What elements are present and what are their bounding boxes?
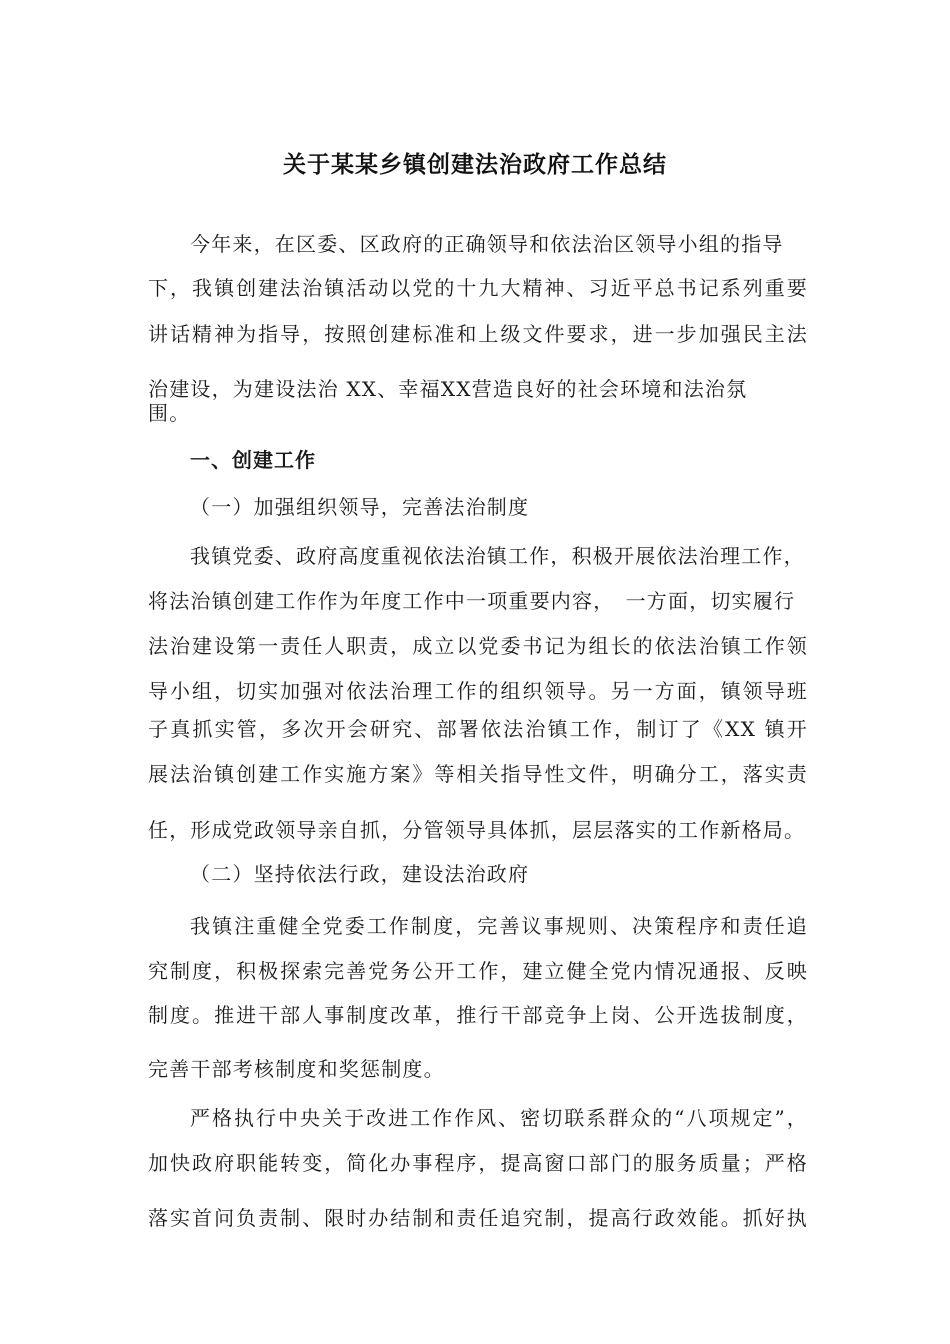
paragraph-line: 加快政府职能转变，简化办事程序，提高窗口部门的服务质量；严格 bbox=[148, 1151, 808, 1175]
paragraph-line: 下，我镇创建法治镇活动以党的十九大精神、习近平总书记系列重要 bbox=[148, 276, 808, 300]
paragraph-line: 讲话精神为指导，按照创建标准和上级文件要求，进一步加强民主法 bbox=[148, 322, 808, 346]
paragraph-line: 围。 bbox=[148, 401, 191, 425]
paragraph-line: 法治建设第一责任人职责，成立以党委书记为组长的依法治镇工作领 bbox=[148, 634, 808, 658]
paragraph-line: 落实首问负责制、限时办结制和责任追究制，提高行政效能。抓好执 bbox=[148, 1206, 808, 1230]
document-title: 关于某某乡镇创建法治政府工作总结 bbox=[283, 152, 667, 178]
paragraph-line: 我镇党委、政府高度重视依法治镇工作，积极开展依法治理工作， bbox=[190, 544, 805, 568]
paragraph-line: 导小组，切实加强对依法治理工作的组织领导。另一方面，镇领导班 bbox=[148, 679, 808, 703]
subsection-heading: （二）坚持依法行政，建设法治政府 bbox=[190, 862, 530, 886]
paragraph-line: 治建设，为建设法治 XX、幸福XX营造良好的社会环境和法治氛 bbox=[148, 377, 748, 401]
paragraph-line: 严格执行中央关于改进工作作风、密切联系群众的“八项规定”， bbox=[190, 1106, 808, 1130]
paragraph-line: 制度。推进干部人事制度改革，推行干部竞争上岗、公开选拔制度， bbox=[148, 1003, 808, 1027]
paragraph-line: 将法治镇创建工作作为年度工作中一项重要内容， 一方面，切实履行 bbox=[148, 589, 796, 613]
paragraph-line: 今年来，在区委、区政府的正确领导和依法治区领导小组的指导 bbox=[190, 232, 784, 256]
paragraph-line: 任，形成党政领导亲自抓，分管领导具体抓，层层落实的工作新格局。 bbox=[148, 818, 806, 842]
paragraph-line: 完善干部考核制度和奖惩制度。 bbox=[148, 1057, 445, 1081]
paragraph-line: 展法治镇创建工作实施方案》等相关指导性文件，明确分工，落实责 bbox=[148, 762, 808, 786]
paragraph-line: 究制度，积极探索完善党务公开工作，建立健全党内情况通报、反映 bbox=[148, 959, 808, 983]
subsection-heading: （一）加强组织领导，完善法治制度 bbox=[190, 495, 530, 519]
section-heading: 一、创建工作 bbox=[190, 448, 316, 472]
paragraph-line: 我镇注重健全党委工作制度，完善议事规则、决策程序和责任追 bbox=[190, 914, 808, 938]
paragraph-line: 子真抓实管，多次开会研究、部署依法治镇工作，制订了《XX 镇开 bbox=[148, 717, 808, 741]
